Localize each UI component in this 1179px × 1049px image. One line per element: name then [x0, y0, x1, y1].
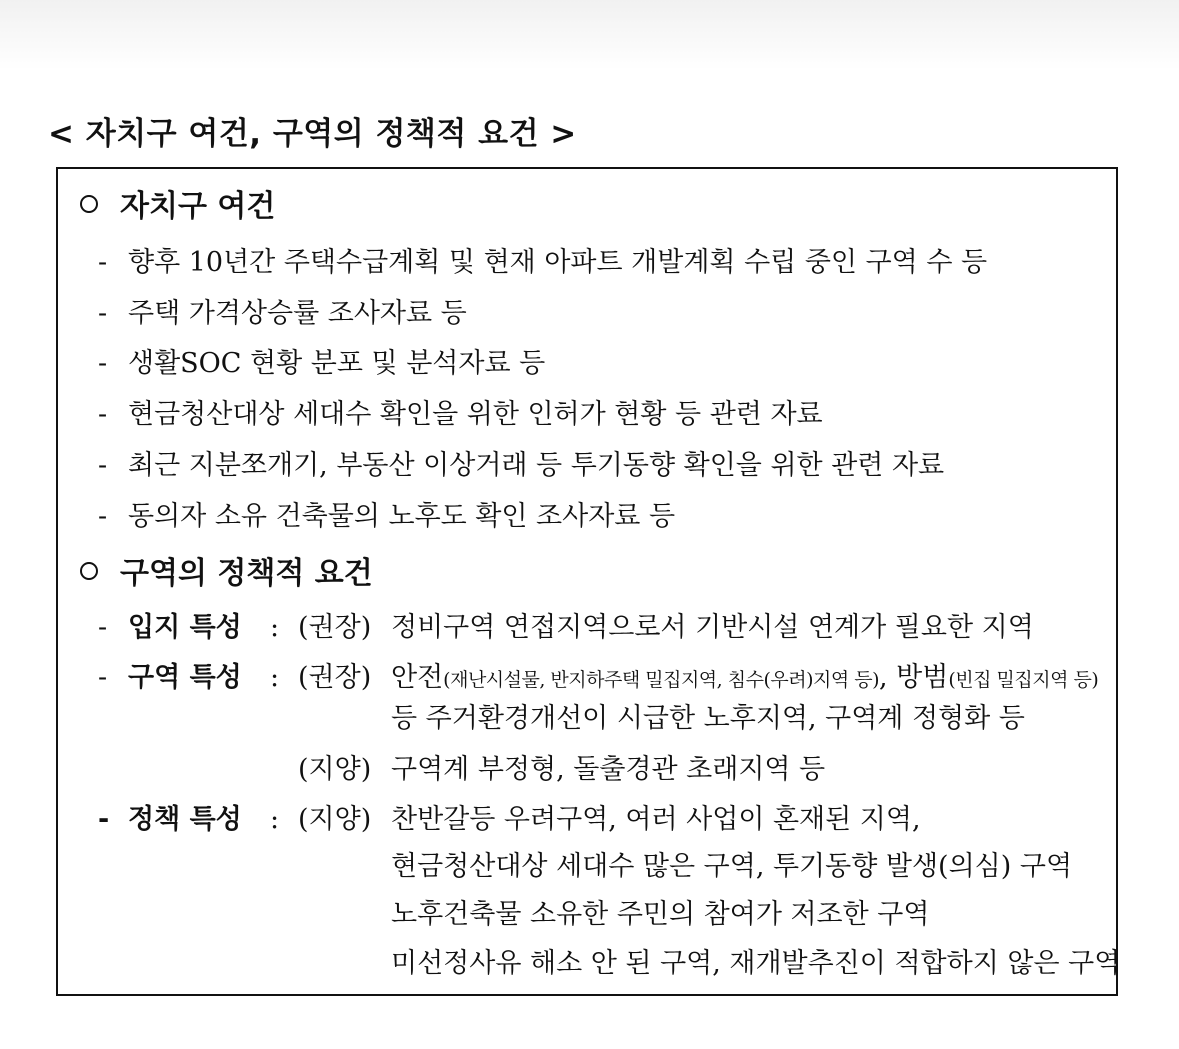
content-box — [56, 167, 1121, 996]
dash-bullet: - — [98, 804, 110, 835]
circle-bullet-icon — [80, 562, 98, 580]
list-item — [98, 346, 545, 382]
section-heading-label: 자치구 여건 — [120, 189, 276, 224]
list-item-text: 현금청산대상 세대수 확인을 위한 인허가 현황 등 관련 자료 — [128, 399, 823, 430]
list-item-text: 동의자 소유 건축물의 노후도 확인 조사자료 등 — [128, 501, 676, 532]
top-shade — [0, 0, 1179, 70]
requirement-label — [98, 610, 242, 646]
requirement-text: 등 주거환경개선이 시급한 노후지역, 구역계 정형화 등 — [391, 703, 1025, 734]
safety-text: 안전 — [391, 662, 444, 693]
requirement-policy-line — [58, 946, 1121, 982]
requirement-zone — [58, 660, 1116, 696]
list-item — [98, 296, 467, 332]
dash-bullet: - — [98, 348, 108, 379]
list-item — [98, 245, 987, 281]
list-item-text: 향후 10년간 주택수급계획 및 현재 아파트 개발계획 수립 중인 구역 수 등 — [128, 247, 988, 278]
list-item — [98, 448, 944, 484]
requirement-text — [391, 660, 1098, 698]
list-item — [98, 397, 823, 433]
requirement-location — [58, 610, 1116, 646]
section-heading-policy-requirements — [80, 554, 373, 594]
requirement-tag: (지양) — [298, 804, 372, 835]
requirement-zone-avoid — [58, 752, 1116, 788]
requirement-text: 노후건축물 소유한 주민의 참여가 저조한 구역 — [391, 899, 930, 930]
dash-bullet: - — [98, 399, 108, 430]
requirement-label-text: 구역 특성 — [128, 662, 242, 693]
list-item — [98, 499, 675, 535]
document-title: < 자치구 여건, 구역의 정책적 요건 > — [48, 116, 577, 152]
section-heading-district-conditions — [80, 187, 275, 227]
requirement-text: 구역계 부정형, 돌출경관 초래지역 등 — [391, 754, 826, 785]
requirement-label — [98, 660, 242, 696]
requirement-text: 찬반갈등 우려구역, 여러 사업이 혼재된 지역, — [391, 804, 921, 835]
requirement-tag: (권장) — [298, 612, 372, 643]
safety-detail: (재난시설물, 반지하주택 밀집지역, 침수(우려)지역 등) — [443, 669, 879, 691]
list-item-text: 생활SOC 현황 분포 및 분석자료 등 — [128, 348, 546, 379]
requirement-tag: (권장) — [298, 662, 372, 693]
dash-bullet: - — [98, 612, 108, 643]
requirement-label-text: 입지 특성 — [128, 612, 242, 643]
requirement-label-text: 정책 특성 — [128, 804, 242, 835]
dash-bullet: - — [98, 247, 108, 278]
requirement-text: 현금청산대상 세대수 많은 구역, 투기동향 발생(의심) 구역 — [391, 851, 1073, 882]
requirement-policy-line — [58, 849, 1116, 885]
section-heading-label: 구역의 정책적 요건 — [120, 556, 373, 591]
requirement-text: 정비구역 연접지역으로서 기반시설 연계가 필요한 지역 — [391, 612, 1034, 643]
requirement-policy-line — [58, 897, 1116, 933]
requirement-text: 미선정사유 해소 안 된 구역, 재개발추진이 적합하지 않은 구역 — [391, 948, 1121, 979]
requirement-tag: (지양) — [298, 754, 372, 785]
colon: : — [270, 612, 280, 643]
colon: : — [270, 804, 280, 835]
dash-bullet: - — [98, 450, 108, 481]
dash-bullet: - — [98, 501, 108, 532]
dash-bullet: - — [98, 662, 108, 693]
crime-prevention-text: , 방범 — [879, 662, 949, 693]
crime-prevention-detail: (빈집 밀집지역 등) — [948, 669, 1099, 691]
requirement-label — [98, 802, 242, 838]
circle-bullet-icon — [80, 195, 98, 213]
requirement-zone-continued — [58, 701, 1116, 737]
list-item-text: 최근 지분쪼개기, 부동산 이상거래 등 투기동향 확인을 위한 관련 자료 — [128, 450, 945, 481]
colon: : — [270, 662, 280, 693]
dash-bullet: - — [98, 298, 108, 329]
requirement-policy — [58, 802, 1116, 838]
list-item-text: 주택 가격상승률 조사자료 등 — [128, 298, 467, 329]
